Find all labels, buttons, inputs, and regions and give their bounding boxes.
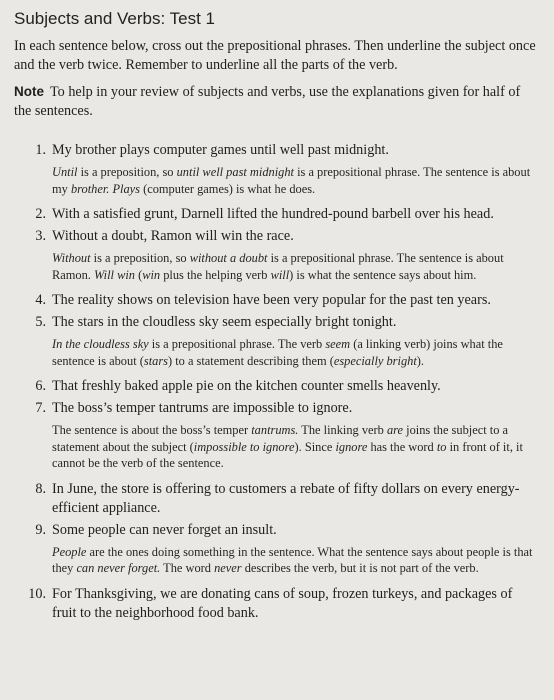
explanation-segment: In the cloudless sky: [52, 337, 149, 351]
explanation-segment: plus the helping verb: [160, 267, 271, 282]
explanation-segment: is a prepositional phrase. The sentence is about my: [52, 165, 531, 196]
list-item: [22, 291, 540, 310]
list-item: [22, 521, 540, 577]
sentence-list: [14, 141, 540, 623]
note-text: To help in your review of subjects and verbs, use the explanations given for half of the sentences.: [14, 84, 521, 119]
note-paragraph: [14, 82, 540, 121]
explanation-segment: describes the verb, but it is not part of the verb.: [241, 561, 479, 575]
explanation-segment: in front of it, it cannot be the verb of the sentence.: [52, 439, 523, 470]
item-explanation: [52, 250, 540, 283]
item-sentence: For Thanksgiving, we are donating cans of soup, frozen turkeys, and packages of fruit to the neighborhood food bank.: [52, 585, 513, 621]
explanation-segment: People: [52, 544, 87, 559]
item-number: 6.: [35, 378, 46, 394]
explanation-segment: are: [386, 423, 404, 437]
explanation-segment: (a linking verb) joins what the sentence is about (: [52, 337, 503, 368]
item-sentence: The boss’s temper tantrums are impossible to ignore.: [52, 400, 353, 416]
item-number: 9.: [35, 521, 46, 538]
explanation-segment: tantrums.: [251, 423, 299, 437]
explanation-segment: The word: [160, 561, 215, 575]
explanation-segment: are the ones doing something in the sentence. What the sentence says about people is that they: [52, 544, 533, 575]
explanation-segment: win: [142, 267, 161, 282]
explanation-segment: ) to a statement describing them (: [167, 353, 334, 368]
explanation-segment: to: [436, 439, 447, 454]
list-item: [22, 227, 540, 283]
explanation-segment: ).: [416, 353, 425, 368]
explanation-segment: ). Since: [294, 439, 336, 454]
explanation-segment: ) is what the sentence says about him.: [289, 267, 477, 282]
explanation-segment: ignore: [335, 439, 368, 454]
item-number: 1.: [35, 142, 46, 158]
instructions-paragraph: In each sentence below, cross out the prepositional phrases. Then underline the subject once and the verb twice. Remember to underline all the parts of the verb.: [14, 38, 536, 73]
item-sentence: Without a doubt, Ramon will win the race.: [52, 228, 294, 244]
explanation-segment: The sentence is about the boss’s temper: [52, 423, 252, 437]
item-number: 5.: [35, 314, 46, 330]
explanation-segment: especially bright: [333, 353, 417, 368]
list-item: [22, 480, 540, 518]
explanation-segment: is a preposition, so: [90, 251, 190, 265]
item-sentence: Some people can never forget an insult.: [52, 521, 277, 538]
explanation-segment: brother. Plays: [70, 181, 140, 196]
list-item: [22, 585, 540, 623]
explanation-segment: Will win: [94, 267, 135, 282]
explanation-segment: The linking verb: [298, 423, 387, 437]
explanation-segment: never: [214, 561, 242, 575]
explanation-segment: Until: [52, 165, 78, 179]
explanation-segment: is a prepositional phrase. The verb: [148, 337, 326, 351]
explanation-segment: (computer games) is what he does.: [140, 181, 316, 196]
explanation-segment: (: [134, 267, 143, 282]
explanation-segment: is a preposition, so: [77, 165, 177, 179]
item-number: 7.: [35, 400, 46, 416]
list-item: [22, 399, 540, 472]
item-sentence: The stars in the cloudless sky seem especially bright tonight.: [52, 314, 397, 330]
item-explanation: [52, 164, 540, 197]
item-sentence: With a satisfied grunt, Darnell lifted the hundred-pound barbell over his head.: [52, 206, 494, 222]
explanation-segment: without a doubt: [189, 251, 268, 265]
item-number: 2.: [35, 206, 46, 222]
explanation-segment: joins the subject to a statement about the subject (: [52, 423, 508, 454]
item-sentence: My brother plays computer games until well past midnight.: [52, 142, 389, 158]
list-item: [22, 313, 540, 369]
explanation-segment: has the word: [367, 439, 437, 454]
explanation-segment: is a prepositional phrase. The sentence is about Ramon.: [52, 251, 504, 282]
explanation-segment: seem: [325, 337, 351, 351]
item-sentence: That freshly baked apple pie on the kitchen counter smells heavenly.: [52, 378, 441, 394]
item-sentence: The reality shows on television have been very popular for the past ten years.: [52, 292, 491, 308]
explanation-segment: will: [270, 267, 290, 282]
item-number: 8.: [35, 480, 46, 497]
item-sentence: In June, the store is offering to customers a rebate of fifty dollars on every energy-efficient appliance.: [52, 480, 520, 516]
explanation-segment: can never forget.: [76, 561, 161, 575]
page-title: Subjects and Verbs: Test 1: [14, 9, 215, 28]
note-label: Note: [14, 84, 44, 99]
explanation-segment: stars: [143, 353, 168, 368]
item-explanation: [52, 336, 540, 369]
item-explanation: [52, 544, 540, 577]
list-item: [22, 205, 540, 224]
explanation-segment: Without: [52, 251, 91, 265]
list-item: [22, 141, 540, 197]
item-number: 4.: [35, 292, 46, 308]
item-number: 3.: [35, 228, 46, 244]
item-explanation: [52, 422, 540, 472]
item-number: 10.: [28, 585, 46, 602]
explanation-segment: impossible to ignore: [193, 439, 295, 454]
explanation-segment: until well past midnight: [176, 165, 294, 179]
list-item: [22, 377, 540, 396]
